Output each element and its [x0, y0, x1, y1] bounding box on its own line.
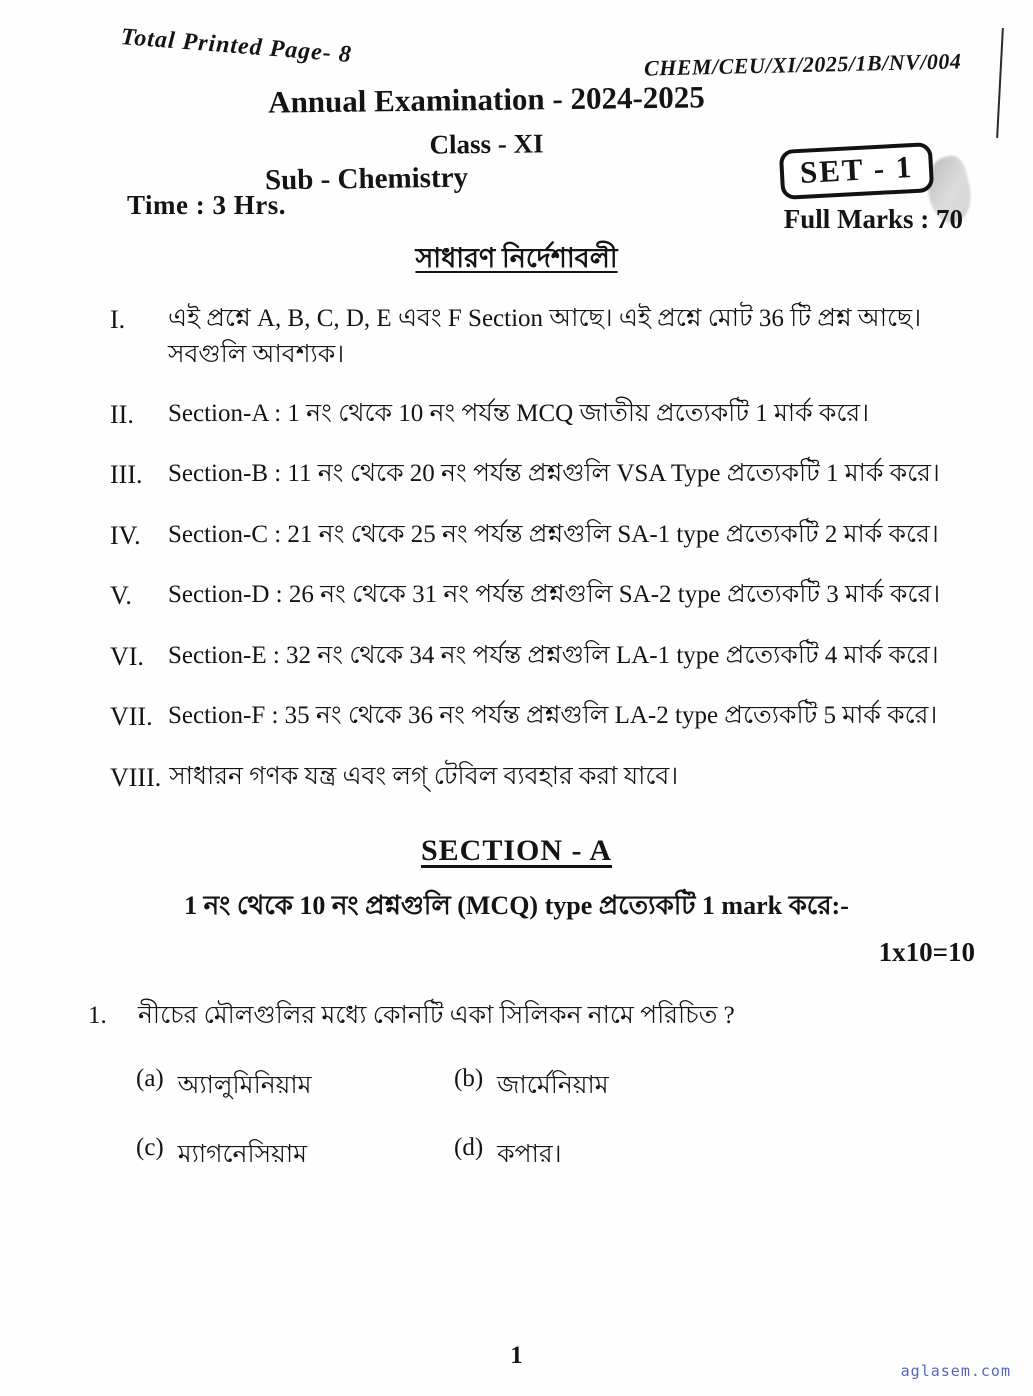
- paper-code: CHEM/CEU/XI/2025/1B/NV/004: [643, 48, 962, 81]
- instruction-text: Section-F : 35 নং থেকে 36 নং পর্যন্ত প্রশ্নগুলি LA-2 type প্রত্যেকটি 5 মার্ক করে।: [168, 702, 938, 730]
- instruction-item: [110, 517, 977, 554]
- instruction-item: [110, 759, 977, 796]
- option-text: কপার।: [497, 1141, 562, 1169]
- instruction-numeral: VII.: [110, 702, 153, 732]
- question-number: 1.: [88, 1002, 107, 1030]
- instruction-numeral: VIII.: [110, 762, 162, 792]
- instruction-item: [110, 301, 977, 373]
- option-text: ম্যাগনেসিয়াম: [177, 1141, 308, 1169]
- instruction-text: Section-D : 26 নং থেকে 31 নং পর্যন্ত প্রশ্নগুলি SA-2 type প্রত্যেকটি 3 মার্ক করে।: [168, 581, 941, 609]
- option-label: (c): [136, 1134, 164, 1162]
- option-c: [136, 1134, 454, 1177]
- instruction-numeral: II.: [110, 400, 134, 429]
- full-marks: Full Marks : 70: [783, 204, 963, 234]
- instruction-text: Section-A : 1 নং থেকে 10 নং পর্যন্ত MCQ জাতীয় প্রত্যেকটি 1 মার্ক করে।: [168, 400, 870, 427]
- instruction-numeral: VI.: [110, 641, 144, 671]
- instruction-numeral: III.: [110, 460, 143, 490]
- watermark-text: aglasem.com: [900, 1362, 1011, 1380]
- instruction-item: [110, 396, 977, 433]
- option-d: [454, 1134, 856, 1177]
- instruction-text: Section-C : 21 নং থেকে 25 নং পর্যন্ত প্রশ্নগুলি SA-1 type প্রত্যেকটি 2 মার্ক করে।: [168, 520, 939, 548]
- set-badge: [779, 142, 935, 200]
- page-number: 1: [510, 1342, 523, 1369]
- instruction-item: [110, 577, 977, 614]
- subject-line: Sub - Chemistry: [264, 161, 469, 197]
- class-line: Class - XI: [429, 128, 544, 160]
- section-a-intro: 1 নং থেকে 10 নং প্রশ্নগুলি (MCQ) type প্রত্যেকটি 1 mark করে:-: [184, 891, 849, 921]
- option-text: জার্মেনিয়াম: [497, 1072, 609, 1100]
- question-1-options: [136, 1065, 856, 1177]
- instruction-item: [110, 638, 977, 675]
- instructions-heading: সাধারণ নির্দেশাবলী: [415, 243, 618, 273]
- question-1: [88, 998, 975, 1177]
- question-text: নীচের মৌলগুলির মধ্যে কোনটি একা সিলিকন নামে পরিচিত ?: [138, 1002, 735, 1030]
- option-text: অ্যালুমিনিয়াম: [177, 1072, 312, 1100]
- option-label: (a): [136, 1065, 164, 1093]
- instruction-numeral: IV.: [110, 520, 141, 550]
- marks-scheme: 1x10=10: [878, 937, 975, 968]
- set-badge-label: SET - 1: [799, 149, 915, 190]
- time-allowed: Time : 3 Hrs.: [127, 190, 286, 220]
- exam-header: [0, 0, 1033, 234]
- option-label: (b): [454, 1065, 484, 1093]
- question-1-line: [88, 998, 975, 1033]
- instruction-item: [110, 456, 977, 493]
- option-b: [454, 1065, 856, 1108]
- instruction-text: Section-B : 11 নং থেকে 20 নং পর্যন্ত প্রশ্নগুলি VSA Type প্রত্যেকটি 1 মার্ক করে।: [168, 460, 940, 488]
- instruction-text: সাধারন গণক যন্ত্র এবং লগ্ টেবিল ব্যবহার করা যাবে।: [169, 762, 679, 790]
- option-label: (d): [454, 1134, 484, 1162]
- instruction-text: এই প্রশ্নে A, B, C, D, E এবং F Section আছে। এই প্রশ্নে মোট 36 টি প্রশ্ন আছে। সবগুলি আবশ্যক।: [168, 305, 922, 368]
- instruction-text: Section-E : 32 নং থেকে 34 নং পর্যন্ত প্রশ্নগুলি LA-1 type প্রত্যেকটি 4 মার্ক করে।: [168, 641, 939, 669]
- total-pages-note: Total Printed Page- 8: [119, 24, 353, 69]
- section-a: [0, 834, 1033, 968]
- instructions-list: [0, 301, 1033, 796]
- instruction-numeral: I.: [110, 305, 126, 334]
- exam-title: Annual Examination - 2024-2025: [267, 79, 706, 120]
- instruction-item: [110, 698, 977, 735]
- instruction-numeral: V.: [110, 581, 132, 611]
- option-a: [136, 1065, 454, 1108]
- section-a-heading: SECTION - A: [420, 834, 613, 868]
- general-instructions: [0, 238, 1033, 796]
